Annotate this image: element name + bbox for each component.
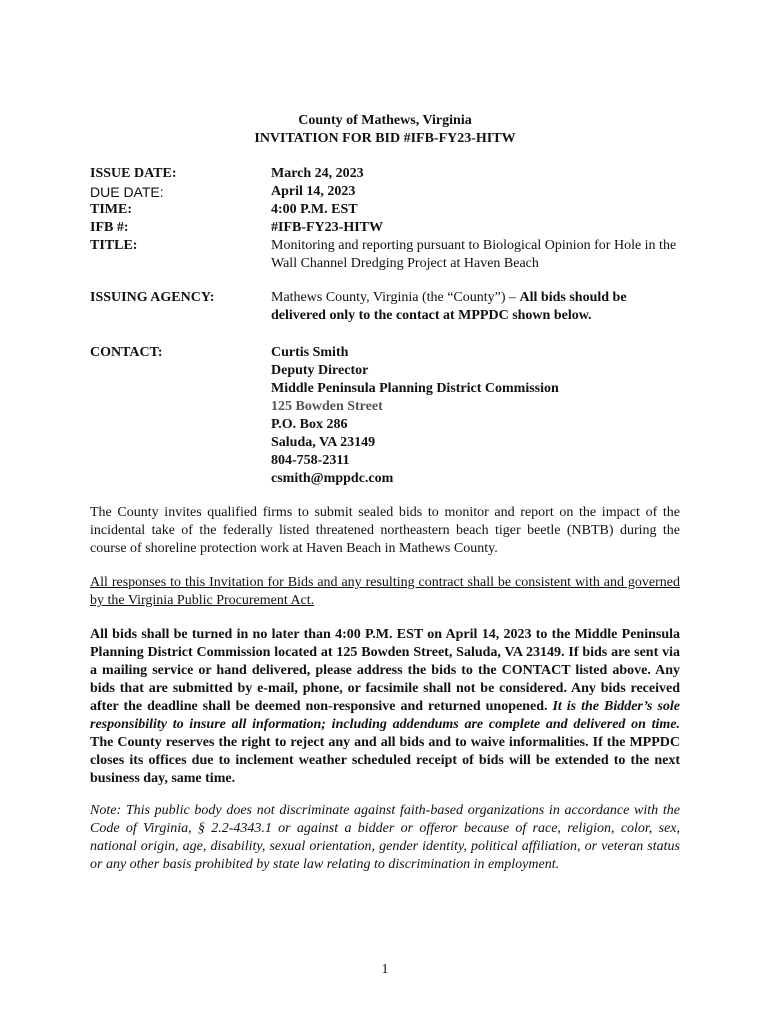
bid-details (90, 165, 690, 273)
issue-date-value: March 24, 2023 (271, 166, 364, 181)
agency-text: Mathews County, Virginia (the “County”) – (271, 290, 520, 305)
time-label: TIME: (90, 202, 132, 217)
due-date-value: April 14, 2023 (271, 184, 356, 199)
time-row (90, 201, 690, 219)
ifb-heading: INVITATION FOR BID #IFB-FY23-HITW (254, 131, 516, 146)
contact-name: Curtis Smith (271, 345, 349, 360)
intro-paragraph: The County invites qualified firms to submit sealed bids to monitor and report on the impact of the incidental take of the federally listed threatened northeastern beach tiger beetle (NBTB) during the course of shoreline protection work at Haven Beach in Mathews County. (90, 505, 680, 556)
contact-role: Deputy Director (271, 363, 369, 378)
ifb-row (90, 219, 690, 237)
contact-label: CONTACT: (90, 345, 163, 360)
agency-row (90, 289, 690, 325)
contact-row (90, 344, 690, 488)
issue-date-label: ISSUE DATE: (90, 166, 177, 181)
deadline-text-2: The County reserves the right to reject any and all bids and to waive informalities. If the MPPDC closes its offices due to inclement weather scheduled receipt of bids will be extended to the next business day, same time. (90, 735, 680, 786)
ifb-value: #IFB-FY23-HITW (271, 220, 383, 235)
ifb-label: IFB #: (90, 220, 129, 235)
contact-org: Middle Peninsula Planning District Commission (271, 381, 559, 396)
county-heading: County of Mathews, Virginia (298, 113, 472, 128)
time-value: 4:00 P.M. EST (271, 202, 358, 217)
issuing-agency (90, 289, 690, 325)
contact-email: csmith@mppdc.com (271, 471, 394, 486)
due-date-label: DUE DATE: (90, 184, 164, 200)
document-header (0, 112, 770, 148)
due-date-row (90, 183, 690, 201)
agency-label: ISSUING AGENCY: (90, 290, 215, 305)
contact-po-box: P.O. Box 286 (271, 417, 348, 432)
contact-block (90, 344, 690, 488)
contact-details (271, 344, 681, 488)
deadline-italic-text: It is the Bidder’s sole responsibility to insure all information; including addendums are complete and delivered on time. (90, 699, 680, 732)
issue-date-row (90, 165, 690, 183)
contact-city: Saluda, VA 23149 (271, 435, 376, 450)
procurement-paragraph: All responses to this Invitation for Bids and any resulting contract shall be consistent with and governed by the Virginia Public Procurement Act. (90, 575, 680, 608)
agency-bold-text: All bids should be delivered only to the contact at MPPDC shown below. (271, 290, 627, 323)
page-number: 1 (381, 962, 389, 977)
deadline-text-1: All bids shall be turned in no later than 4:00 P.M. EST on April 14, 2023 to the Middle Peninsula Planning District Commission located at 125 Bowden Street, Saluda, VA 23149. If bids are sent via a mailing service or hand delivered, please address the bids to the CONTACT listed above. Any bids that are submitted by e-mail, phone, or facsimile shall not be considered. Any bids received after the deadline shall be deemed non-responsive and returned unopened. (90, 627, 680, 714)
agency-value (271, 289, 681, 325)
title-label: TITLE: (90, 238, 138, 253)
deadline-paragraph (90, 626, 680, 788)
contact-street: 125 Bowden Street (271, 399, 383, 414)
nondiscrimination-note: Note: This public body does not discriminate against faith-based organizations in accordance with the Code of Virginia, § 2.2-4343.1 or against a bidder or offeror because of race, religion, color, sex, national origin, age, disability, sexual orientation, gender identity, political affiliation, or veteran status or any other basis prohibited by state law relating to discrimination in employment. (90, 803, 680, 872)
title-value: Monitoring and reporting pursuant to Biological Opinion for Hole in the Wall Channel Dredging Project at Haven Beach (271, 238, 677, 271)
contact-phone: 804-758-2311 (271, 453, 350, 468)
title-row (90, 237, 690, 273)
